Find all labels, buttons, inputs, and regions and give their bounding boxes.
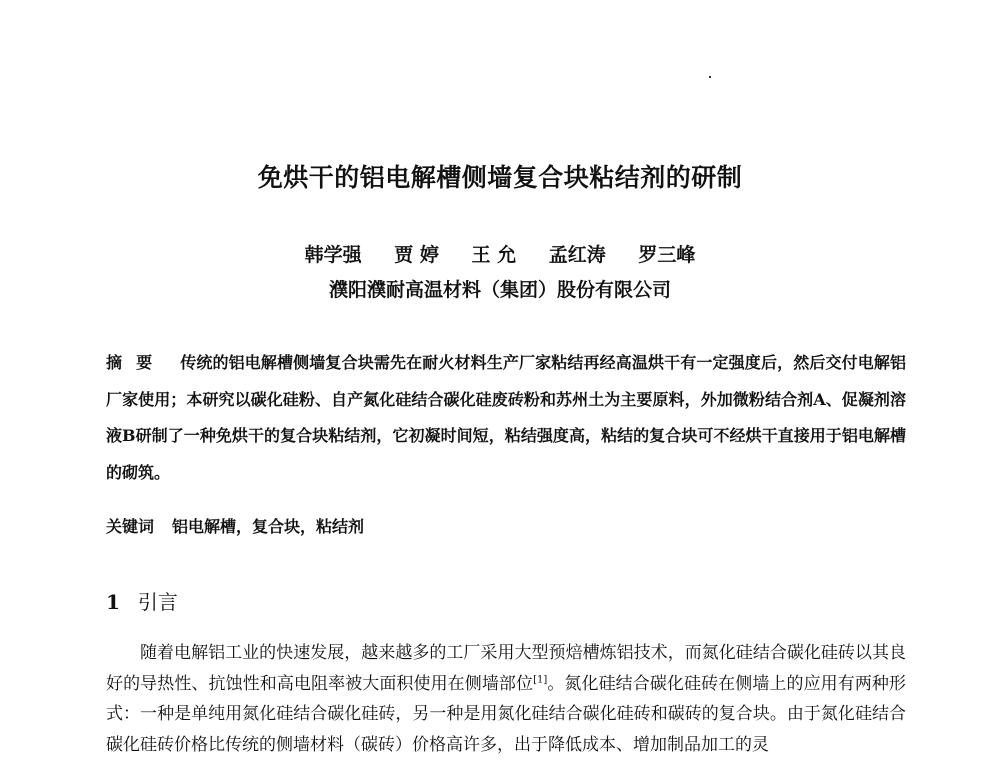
author: 韩学强: [304, 244, 362, 266]
citation-ref: [1]: [533, 673, 548, 685]
author: 罗三峰: [638, 244, 696, 266]
author-list: [0, 240, 1000, 267]
section-heading: [106, 586, 178, 615]
keywords-text: 铝电解槽，复合块，粘结剂: [172, 517, 365, 536]
body-paragraph: [106, 638, 906, 760]
author: 贾 婷: [394, 244, 439, 266]
scan-speck: [709, 76, 711, 78]
author: 王 允: [471, 244, 517, 266]
abstract-text: 传统的铝电解槽侧墙复合块需先在耐火材料生产厂家粘结再经高温烘干有一定强度后，然后交付电解铝厂家使用；本研究以碳化硅粉、自产氮化硅结合碳化硅废砖粉和苏州土为主要原料，外加微粉结合剂A、促凝剂溶液B研制了一种免烘干的复合块粘结剂，它初凝时间短，粘结强度高，粘结的复合块可不经烘干直接用于铝电解槽的砌筑。: [106, 353, 906, 482]
body-text-part1: 随着电解铝工业的快速发展，越来越多的工厂采用大型预焙槽炼铝技术，而氮化硅结合碳化硅砖以其良好的导热性、抗蚀性和高电阻率被大面积使用在侧墙部位: [106, 643, 906, 694]
keywords-label: 关键词: [106, 517, 155, 536]
body-text-part2: 。氮化硅结合碳化硅砖在侧墙上的应用有两种形式：一种是单纯用氮化硅结合碳化硅砖，另一种是用氮化硅结合碳化硅砖和碳砖的复合块。由于氮化硅结合碳化硅砖价格比传统的侧墙材料（碳砖）价格高许多，出于降低成本、增加制品加工的灵: [106, 673, 907, 755]
abstract: [106, 345, 906, 491]
section-title: 引言: [137, 590, 178, 614]
abstract-label: 摘要: [106, 353, 167, 372]
paper-title: 免烘干的铝电解槽侧墙复合块粘结剂的研制: [257, 163, 743, 192]
author: 孟红涛: [548, 244, 606, 266]
body-text: [106, 638, 906, 760]
affiliation: 濮阳濮耐高温材料（集团）股份有限公司: [328, 279, 671, 301]
keywords: [106, 514, 364, 537]
section-number: 1: [106, 590, 120, 614]
